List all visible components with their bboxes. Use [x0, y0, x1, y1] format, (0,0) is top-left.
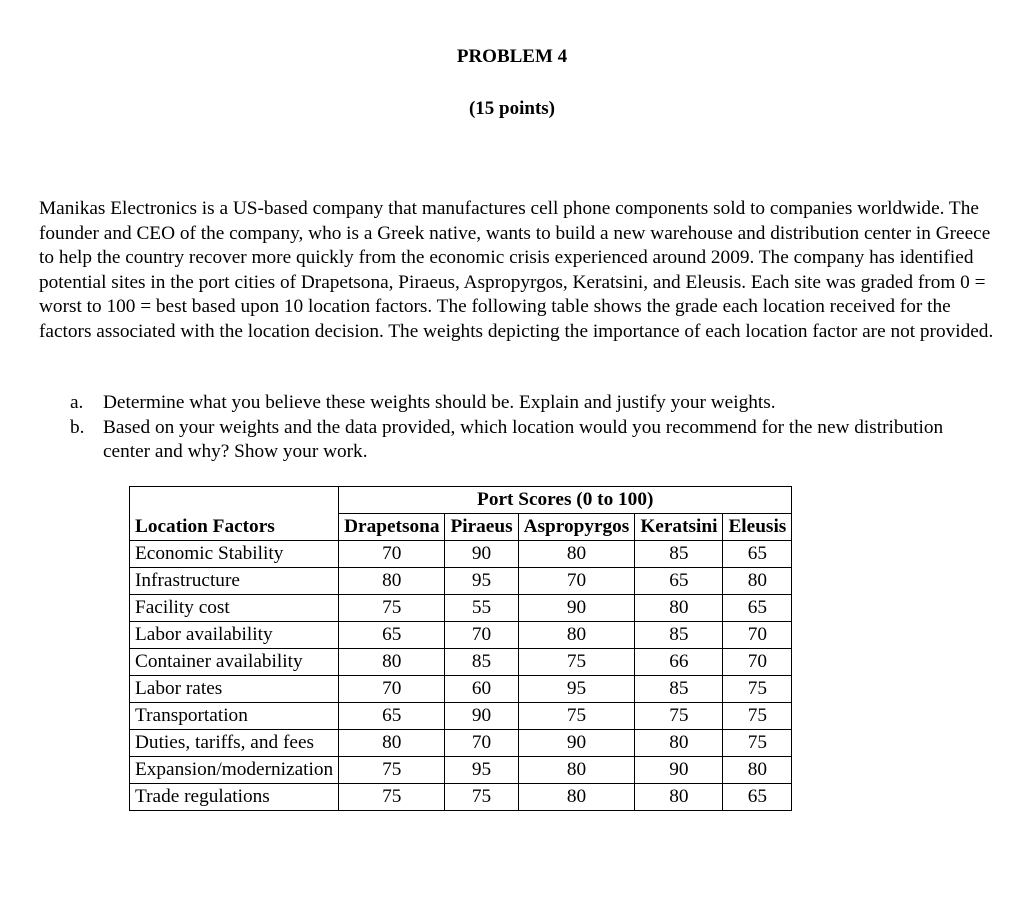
score-cell: 85	[445, 649, 518, 676]
score-cell: 65	[635, 568, 723, 595]
question-item	[70, 416, 970, 465]
table-row	[130, 649, 792, 676]
score-cell: 90	[635, 757, 723, 784]
score-cell: 65	[339, 703, 445, 730]
column-header-piraeus: Piraeus	[445, 514, 518, 541]
score-cell: 75	[723, 730, 792, 757]
factor-cell: Transportation	[130, 703, 339, 730]
intro-paragraph: Manikas Electronics is a US-based company that manufactures cell phone components sold to companies worldwide. The founder and CEO of the company, who is a Greek native, wants to build a new warehouse and distribution center in Greece to help the country recover more quickly from the economic crisis experienced around 2009. The company has identified potential sites in the port cities of Drapetsona, Piraeus, Aspropyrgos, Keratsini, and Eleusis. Each site was graded from 0 = worst to 100 = best based upon 10 location factors. The following table shows the grade each location received for the factors associated with the location decision. The weights depicting the importance of each location factor are not provided.	[39, 198, 994, 342]
score-cell: 85	[635, 541, 723, 568]
score-cell: 70	[445, 622, 518, 649]
score-cell: 66	[635, 649, 723, 676]
score-cell: 95	[518, 676, 635, 703]
points-label: (15 points)	[468, 98, 556, 119]
column-header-eleusis: Eleusis	[723, 514, 792, 541]
score-cell: 75	[723, 676, 792, 703]
score-cell: 80	[723, 757, 792, 784]
score-cell: 75	[518, 703, 635, 730]
table-column-header-row	[130, 514, 792, 541]
score-cell: 75	[339, 595, 445, 622]
score-cell: 70	[518, 568, 635, 595]
factor-cell: Trade regulations	[130, 784, 339, 811]
score-cell: 75	[723, 703, 792, 730]
score-cell: 65	[723, 541, 792, 568]
score-cell: 75	[339, 784, 445, 811]
score-cell: 80	[339, 730, 445, 757]
score-cell: 80	[518, 622, 635, 649]
table-row	[130, 568, 792, 595]
table-row	[130, 622, 792, 649]
score-cell: 80	[635, 595, 723, 622]
score-cell: 65	[723, 784, 792, 811]
score-cell: 70	[339, 676, 445, 703]
location-factors-header: Location Factors	[130, 514, 339, 541]
table-body	[130, 541, 792, 811]
factor-cell: Labor availability	[130, 622, 339, 649]
table-row	[130, 730, 792, 757]
score-cell: 75	[339, 757, 445, 784]
table-row	[130, 541, 792, 568]
question-text: Determine what you believe these weights should be. Explain and justify your weights.	[103, 392, 776, 413]
score-cell: 70	[723, 622, 792, 649]
table-row	[130, 595, 792, 622]
score-cell: 90	[445, 541, 518, 568]
score-cell: 95	[445, 757, 518, 784]
score-cell: 80	[723, 568, 792, 595]
score-cell: 70	[723, 649, 792, 676]
score-cell: 80	[518, 757, 635, 784]
table-row	[130, 703, 792, 730]
table-row	[130, 784, 792, 811]
factor-cell: Economic Stability	[130, 541, 339, 568]
score-cell: 65	[339, 622, 445, 649]
score-cell: 70	[339, 541, 445, 568]
column-header-drapetsona: Drapetsona	[339, 514, 445, 541]
score-cell: 80	[635, 784, 723, 811]
score-cell: 60	[445, 676, 518, 703]
problem-title: PROBLEM 4	[456, 46, 568, 67]
score-cell: 65	[723, 595, 792, 622]
score-cell: 80	[635, 730, 723, 757]
score-cell: 90	[445, 703, 518, 730]
column-header-aspropyrgos: Aspropyrgos	[518, 514, 635, 541]
question-list	[70, 391, 970, 465]
port-scores-header: Port Scores (0 to 100)	[339, 487, 792, 514]
score-cell: 80	[339, 649, 445, 676]
score-cell: 95	[445, 568, 518, 595]
factor-cell: Container availability	[130, 649, 339, 676]
column-header-keratsini: Keratsini	[635, 514, 723, 541]
score-cell: 80	[518, 784, 635, 811]
table-row	[130, 676, 792, 703]
score-cell: 55	[445, 595, 518, 622]
question-letter: a.	[70, 392, 84, 413]
factor-cell: Facility cost	[130, 595, 339, 622]
question-text: Based on your weights and the data provided, which location would you recommend for the new distribution center and why? Show your work.	[103, 416, 944, 462]
table-corner-cell	[130, 487, 339, 514]
score-cell: 80	[518, 541, 635, 568]
score-cell: 80	[339, 568, 445, 595]
score-cell: 70	[445, 730, 518, 757]
score-cell: 75	[635, 703, 723, 730]
table-row	[130, 757, 792, 784]
factor-cell: Expansion/modernization	[130, 757, 339, 784]
question-letter: b.	[70, 416, 85, 438]
factor-cell: Infrastructure	[130, 568, 339, 595]
port-scores-table	[129, 486, 792, 811]
score-cell: 90	[518, 595, 635, 622]
score-cell: 85	[635, 622, 723, 649]
question-item	[70, 391, 970, 416]
score-cell: 85	[635, 676, 723, 703]
factor-cell: Labor rates	[130, 676, 339, 703]
score-cell: 75	[445, 784, 518, 811]
table-group-header-row	[130, 487, 792, 514]
score-cell: 75	[518, 649, 635, 676]
score-cell: 90	[518, 730, 635, 757]
factor-cell: Duties, tariffs, and fees	[130, 730, 339, 757]
